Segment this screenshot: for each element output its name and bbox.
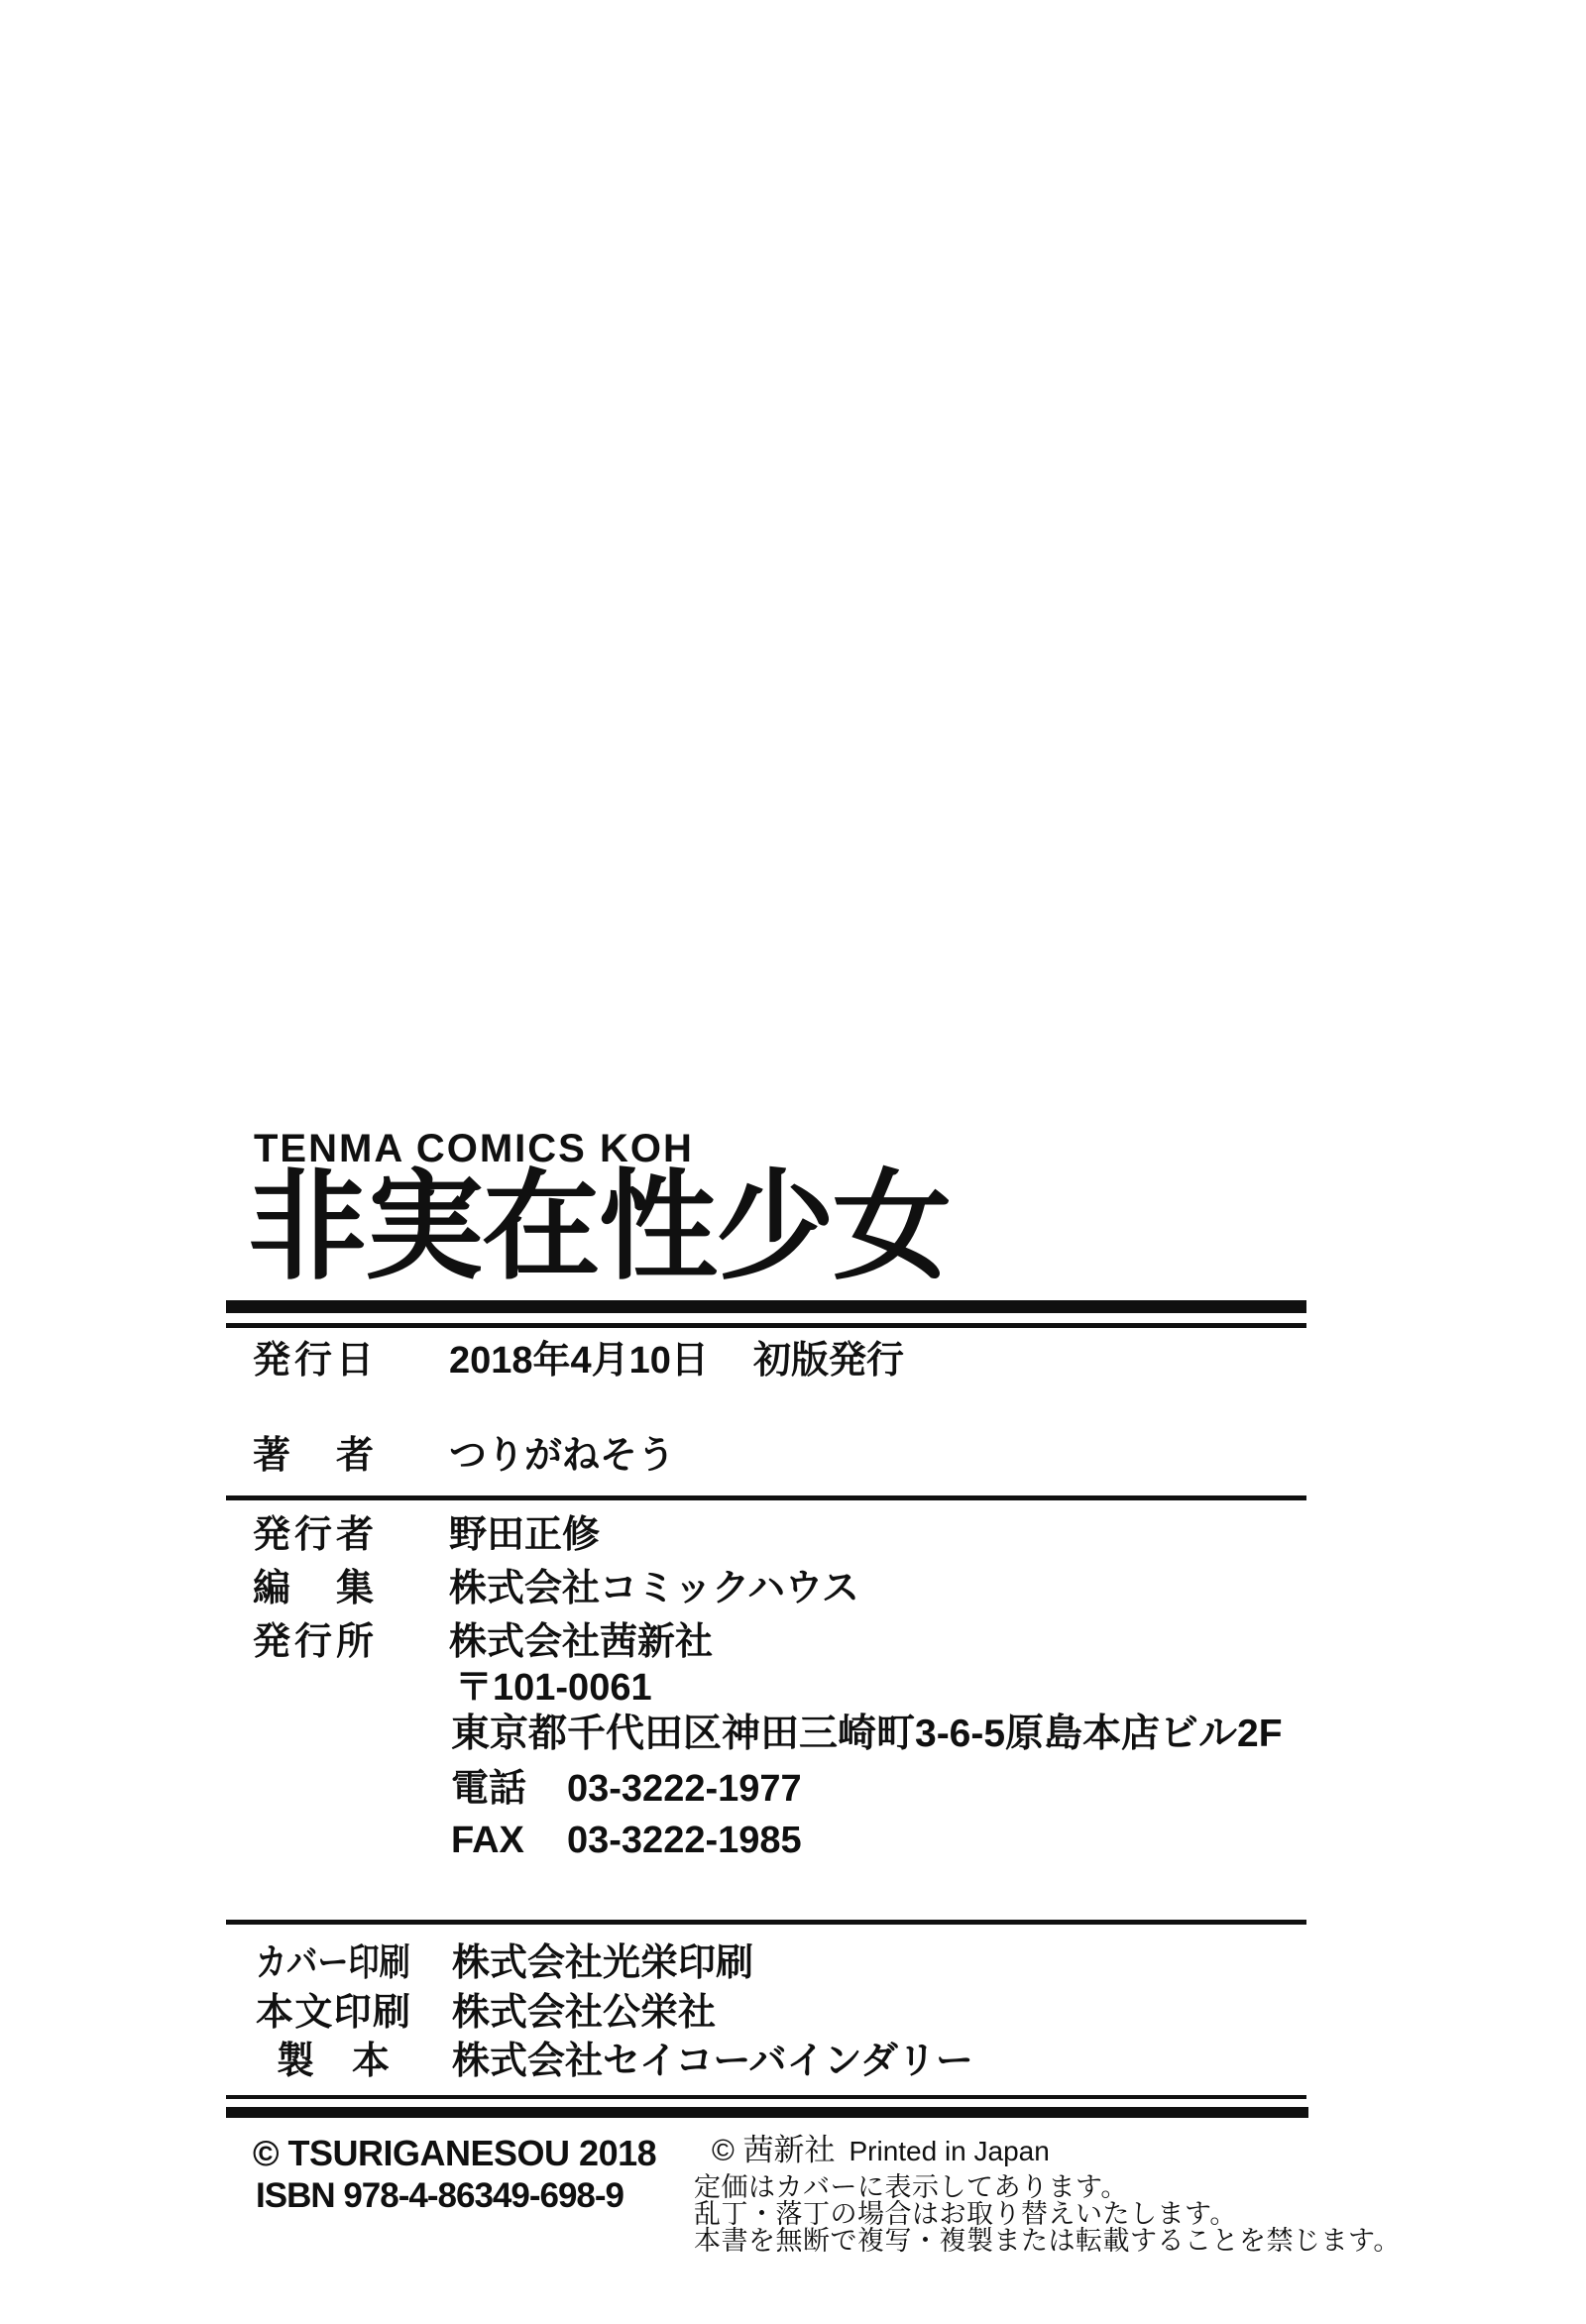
body-printing-name: 株式会社公栄社 [452,1992,717,2034]
cover-printing-row [256,1944,753,1982]
defective-copy-note: 乱丁・落丁の場合はお取り替えいたします。 [694,2199,1237,2229]
isbn: ISBN 978-4-86349-698-9 [256,2176,624,2215]
binding-row [256,2043,973,2080]
fax-number: 03-3222-1985 [567,1820,802,1861]
publisher-copyright: © 茜新社 [712,2133,836,2167]
street-address: 東京都千代田区神田三崎町3-6-5原島本店ビル2F [451,1713,1283,1755]
editing-label: 編 集 [253,1568,374,1609]
publisher-label: 発行所 [253,1621,374,1663]
cover-printing-name: 株式会社光栄印刷 [452,1942,754,1984]
binding-name: 株式会社セイコーバインダリー [452,2041,973,2082]
editing-row [253,1570,859,1607]
printing-section-rule [226,1920,1306,1925]
footer-rule-thin [226,2095,1306,2099]
issue-edition: 初版発行 [753,1340,905,1382]
binding-label: 製 本 [276,2041,390,2082]
author-row [253,1437,675,1475]
footer-rule-thick [226,2107,1308,2118]
cover-printing-label: カバー印刷 [256,1942,410,1984]
price-note: 定価はカバーに表示してあります。 [694,2172,1128,2202]
section-rule [226,1495,1306,1500]
title-rule-thick [226,1300,1306,1313]
author-name: つりがねそう [449,1435,676,1477]
author-copyright: © TSURIGANESOU 2018 [253,2133,657,2173]
issue-row [253,1340,905,1382]
body-printing-label: 本文印刷 [256,1992,410,2034]
series-label: TENMA COMICS KOH [254,1127,694,1170]
publisher-person-row [253,1516,600,1554]
postal-code: 〒101-0061 [455,1667,652,1709]
tel-row [451,1770,802,1808]
tel-label: 電話 [451,1768,527,1810]
editing-name: 株式会社コミックハウス [449,1568,859,1609]
body-printing-row [256,1994,716,2032]
publisher-row [253,1623,713,1661]
reproduction-note: 本書を無断で複写・複製または転載することを禁じます。 [694,2226,1401,2256]
publisher-copyright-row [712,2135,1050,2165]
tel-number: 03-3222-1977 [567,1768,802,1810]
fax-label: FAX [451,1820,524,1861]
publisher-person-name: 野田正修 [449,1514,601,1556]
issue-label: 発行日 [253,1340,374,1382]
book-title: 非実在性少女 [248,1161,950,1293]
author-label: 著 者 [253,1435,374,1477]
issue-date: 2018年4月10日 [449,1340,709,1382]
publisher-person-label: 発行者 [253,1514,374,1556]
printed-in-japan: Printed in Japan [849,2136,1050,2166]
fax-row [451,1822,802,1859]
publisher-name: 株式会社茜新社 [449,1621,714,1663]
title-rule-thin [226,1323,1306,1328]
